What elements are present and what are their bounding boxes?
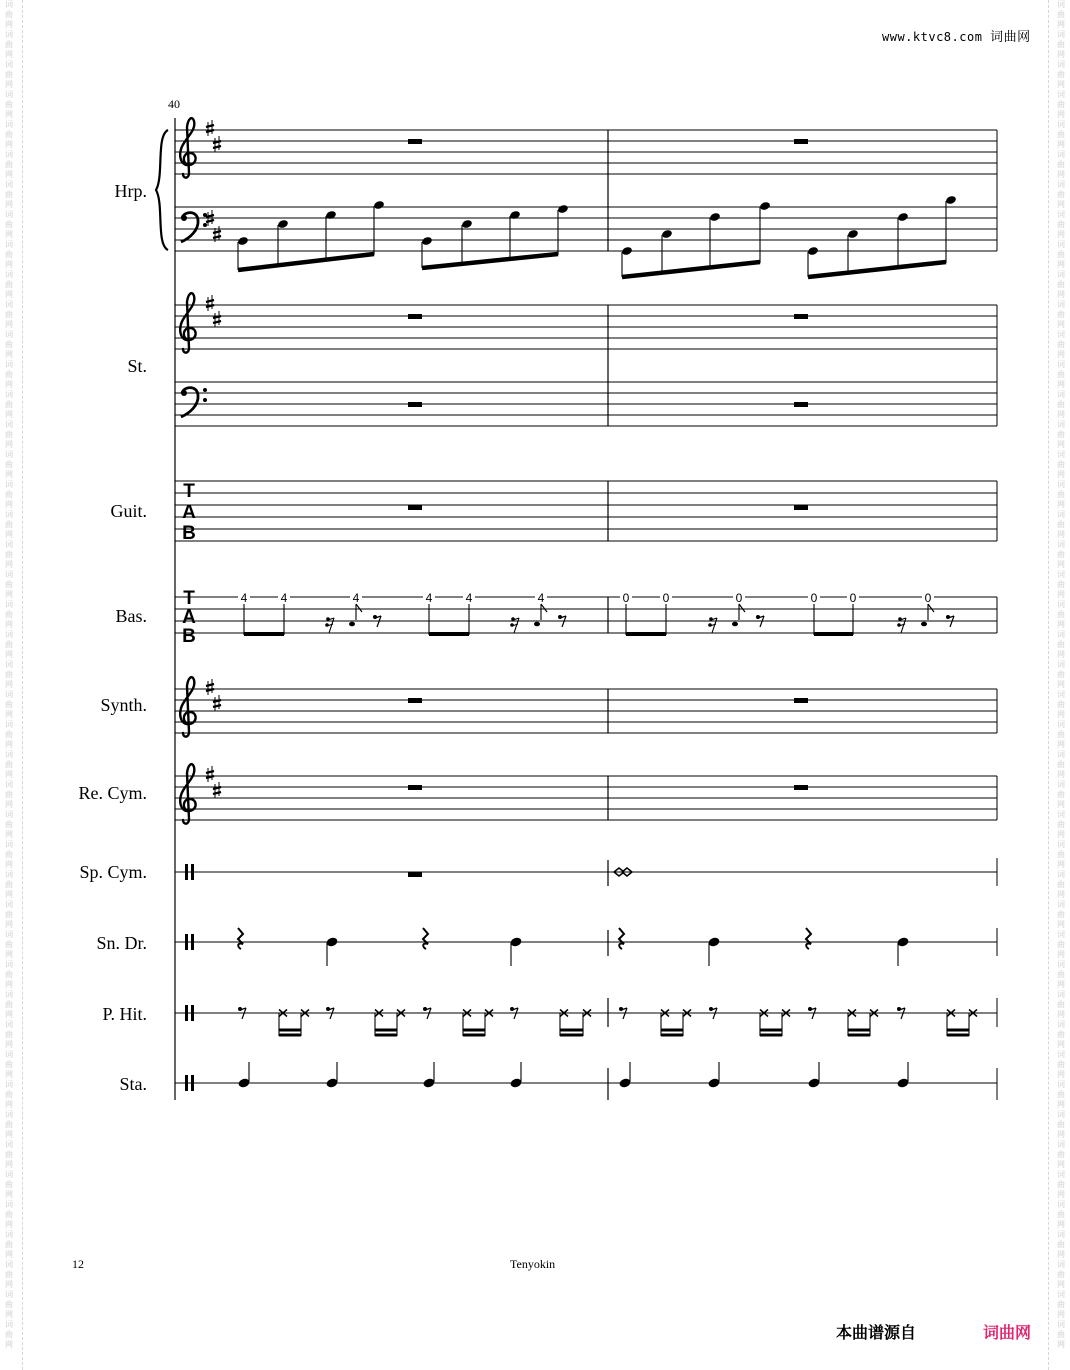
bass-fret: 4 [425, 591, 433, 605]
bass-fret: 4 [240, 591, 248, 605]
bass-fret: 0 [924, 591, 932, 605]
instrument-label-bass: Bas. [115, 606, 147, 626]
bass-fret: 0 [662, 591, 670, 605]
bass-fret: 4 [280, 591, 288, 605]
footer-source-label: 本曲谱源自 [836, 1323, 917, 1342]
watermark-left: 词曲网词曲网词曲网词曲网词曲网词曲网词曲网词曲网词曲网词曲网词曲网词曲网词曲网词曲网词曲网词曲网词曲网词曲网词曲网词曲网词曲网词曲网词曲网词曲网词曲网词曲网词曲网词曲网词曲网词曲网词曲网词曲网词曲网词曲网词曲网词曲网词曲网词曲网词曲网词曲网词曲网词曲网词曲网词曲网词曲网 [5, 0, 13, 1349]
instrument-label-reverse-cymbal: Re. Cym. [78, 783, 147, 803]
instrument-label-harp: Hrp. [114, 181, 147, 201]
instrument-label-perc-hit: P. Hit. [102, 1004, 147, 1024]
bass-fret: 0 [735, 591, 743, 605]
composer-name: Tenyokin [510, 1257, 556, 1271]
instrument-label-guitar: Guit. [110, 501, 147, 521]
watermark-right: 词曲网词曲网词曲网词曲网词曲网词曲网词曲网词曲网词曲网词曲网词曲网词曲网词曲网词曲网词曲网词曲网词曲网词曲网词曲网词曲网词曲网词曲网词曲网词曲网词曲网词曲网词曲网词曲网词曲网词曲网词曲网词曲网词曲网词曲网词曲网词曲网词曲网词曲网词曲网词曲网词曲网词曲网词曲网词曲网词曲网 [1057, 0, 1065, 1349]
instrument-label-splash-cymbal: Sp. Cym. [79, 862, 147, 882]
bass-fret: 0 [849, 591, 857, 605]
bass-fret: 4 [537, 591, 545, 605]
instrument-label-strings: St. [127, 356, 147, 376]
svg-text:B: B [182, 626, 196, 647]
instrument-label-sta: Sta. [119, 1074, 147, 1094]
svg-text:A: A [182, 502, 196, 523]
svg-text:T: T [183, 481, 195, 502]
page-number: 12 [72, 1257, 84, 1271]
header-url-text[interactable]: www.ktvc8.com [882, 30, 983, 44]
instrument-label-snare-drum: Sn. Dr. [96, 933, 147, 953]
bass-fret: 4 [352, 591, 360, 605]
bass-fret: 0 [810, 591, 818, 605]
svg-text:T: T [183, 588, 195, 609]
svg-text:A: A [182, 607, 196, 628]
svg-text:B: B [182, 523, 196, 544]
bass-fret: 4 [465, 591, 473, 605]
header-site-name: 词曲网 [990, 30, 1031, 45]
measure-number: 40 [168, 97, 180, 111]
footer-site-link[interactable]: 词曲网 [983, 1323, 1032, 1342]
bass-fret: 0 [622, 591, 630, 605]
instrument-label-synth: Synth. [100, 695, 147, 715]
